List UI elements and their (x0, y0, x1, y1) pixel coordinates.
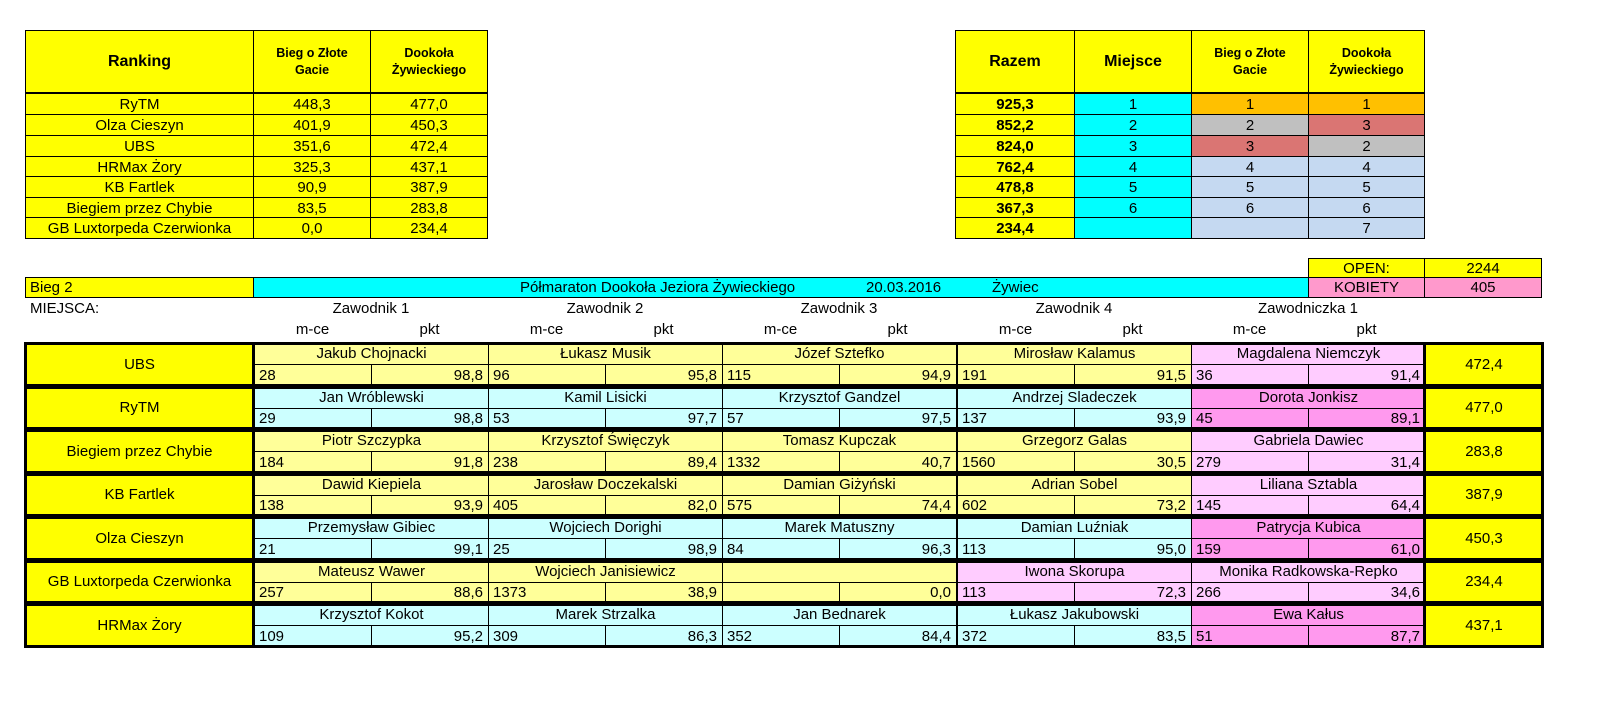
summary-total-cell: 925,3 (955, 93, 1075, 115)
ranking-race2-cell: 450,3 (370, 114, 488, 136)
athlete-points-cell: 38,9 (605, 582, 723, 603)
athlete-name-cell: Jan Wróblewski (254, 386, 489, 409)
athlete-points-cell: 95,8 (605, 364, 723, 386)
summary-total-cell: 478,8 (955, 176, 1075, 198)
summary-total-cell: 824,0 (955, 135, 1075, 157)
athlete-name-cell: Łukasz Jakubowski (957, 603, 1192, 626)
athlete-place-cell: 352 (722, 625, 840, 647)
athlete-points-cell: 89,4 (605, 451, 723, 473)
team-name-cell: UBS (25, 342, 254, 386)
summary-total-cell: 762,4 (955, 156, 1075, 178)
summary-total-cell: 367,3 (955, 197, 1075, 219)
athlete-place-cell: 36 (1191, 364, 1309, 386)
place-header-label: Miejsce (1104, 52, 1162, 70)
places-label: MIEJSCA: (30, 300, 100, 317)
summary-race1-header-label: Bieg o Złote Gacie (1214, 46, 1286, 77)
summary-race1-place-cell: 1 (1191, 93, 1309, 115)
place-column-header: m-ce (998, 321, 1033, 338)
team-total-cell: 472,4 (1425, 342, 1543, 386)
summary-race2-place-cell: 1 (1308, 93, 1425, 115)
athlete-name-cell: Adrian Sobel (957, 473, 1192, 496)
athlete-name-cell: Józef Sztefko (722, 342, 957, 365)
team-total-divider (1423, 342, 1426, 647)
athlete-name-cell: Magdalena Niemczyk (1191, 342, 1426, 365)
summary-place-cell: 2 (1074, 114, 1192, 136)
team-name-cell: GB Luxtorpeda Czerwionka (25, 560, 254, 603)
summary-race1-header (1191, 30, 1309, 93)
athlete-place-cell: 159 (1191, 538, 1309, 560)
athlete-points-cell: 86,3 (605, 625, 723, 647)
open-label (1308, 258, 1425, 278)
athlete-points-cell: 83,5 (1074, 625, 1192, 647)
ranking-race1-cell: 401,9 (253, 114, 371, 136)
athlete-place-cell: 137 (957, 408, 1075, 429)
ranking-team-cell: KB Fartlek (25, 176, 254, 198)
athlete-place-cell: 138 (254, 495, 372, 516)
summary-race2-place-cell: 4 (1308, 156, 1425, 178)
race-label (25, 277, 254, 298)
place-column-header: m-ce (295, 321, 330, 338)
ranking-race2-cell: 234,4 (370, 217, 488, 239)
athlete-column-header: Zawodnik 4 (1035, 300, 1113, 317)
athlete-points-cell: 91,5 (1074, 364, 1192, 386)
athlete-name-cell: Marek Matuszny (722, 516, 957, 539)
athlete-name-cell: Tomasz Kupczak (722, 429, 957, 452)
athlete-points-cell: 95,0 (1074, 538, 1192, 560)
ranking-team-cell: RyTM (25, 93, 254, 115)
athlete-points-cell: 94,9 (839, 364, 957, 386)
summary-race2-place-cell: 5 (1308, 176, 1425, 198)
points-column-header: pkt (887, 321, 908, 338)
athlete-name-cell: Krzysztof Kokot (254, 603, 489, 626)
summary-race1-place-cell: 3 (1191, 135, 1309, 157)
team-name-cell: Olza Cieszyn (25, 516, 254, 560)
athlete-place-cell: 113 (957, 582, 1075, 603)
race-date: 20.03.2016 (866, 279, 942, 296)
summary-race1-place-cell: 4 (1191, 156, 1309, 178)
ranking-team-cell: UBS (25, 135, 254, 157)
athlete-name-cell: Patrycja Kubica (1191, 516, 1426, 539)
athlete-place-cell: 1373 (488, 582, 606, 603)
athlete-points-cell: 82,0 (605, 495, 723, 516)
athlete-place-cell: 257 (254, 582, 372, 603)
ranking-race1-cell: 90,9 (253, 176, 371, 198)
athlete-points-cell: 72,3 (1074, 582, 1192, 603)
athlete-column-header: Zawodnik 1 (332, 300, 410, 317)
athlete-place-cell: 51 (1191, 625, 1309, 647)
race2-header-label: Dookoła Żywieckiego (391, 46, 467, 77)
athlete-place-cell: 191 (957, 364, 1075, 386)
athlete-column-header: Zawodniczka 1 (1257, 300, 1359, 317)
ranking-team-cell: GB Luxtorpeda Czerwionka (25, 217, 254, 239)
athlete-name-cell: Iwona Skorupa (957, 560, 1192, 583)
team-name-cell: Biegiem przez Chybie (25, 429, 254, 473)
athlete-place-cell: 21 (254, 538, 372, 560)
summary-race2-place-cell: 6 (1308, 197, 1425, 219)
athlete-points-cell: 99,1 (371, 538, 489, 560)
summary-race2-place-cell: 3 (1308, 114, 1425, 136)
ranking-header-label: Ranking (107, 52, 172, 70)
summary-total-cell: 852,2 (955, 114, 1075, 136)
athlete-points-cell: 30,5 (1074, 451, 1192, 473)
team-total-cell: 450,3 (1425, 516, 1543, 560)
athlete-place-cell: 145 (1191, 495, 1309, 516)
team-name-divider (252, 342, 255, 647)
points-column-header: pkt (653, 321, 674, 338)
athlete-place-cell: 29 (254, 408, 372, 429)
team-name-cell: RyTM (25, 386, 254, 429)
athlete-points-cell: 40,7 (839, 451, 957, 473)
athlete-name-cell: Kamil Lisicki (488, 386, 723, 409)
race1-header (253, 30, 371, 93)
athlete-name-cell: Grzegorz Galas (957, 429, 1192, 452)
athlete-place-cell: 96 (488, 364, 606, 386)
ranking-race1-cell: 351,6 (253, 135, 371, 157)
athlete-place-cell: 109 (254, 625, 372, 647)
summary-place-cell: 5 (1074, 176, 1192, 198)
athlete-name-cell: Krzysztof Gandzel (722, 386, 957, 409)
place-header (1074, 30, 1192, 93)
athlete-place-cell: 53 (488, 408, 606, 429)
summary-place-cell (1074, 217, 1192, 239)
athlete-place-cell: 279 (1191, 451, 1309, 473)
ranking-race2-cell: 472,4 (370, 135, 488, 157)
ranking-team-cell: Biegiem przez Chybie (25, 197, 254, 219)
athlete-name-cell: Mirosław Kalamus (957, 342, 1192, 365)
summary-total-cell: 234,4 (955, 217, 1075, 239)
athlete-name-cell: Andrzej Sladeczek (957, 386, 1192, 409)
race-title-bar (253, 277, 1309, 298)
athlete-place-cell: 184 (254, 451, 372, 473)
athlete-points-cell: 88,6 (371, 582, 489, 603)
athlete-place-cell (722, 582, 840, 603)
athlete-name-cell: Marek Strzalka (488, 603, 723, 626)
athlete-place-cell: 28 (254, 364, 372, 386)
ranking-race2-cell: 283,8 (370, 197, 488, 219)
summary-place-cell: 4 (1074, 156, 1192, 178)
athlete-column-header: Zawodnik 2 (566, 300, 644, 317)
summary-place-cell: 1 (1074, 93, 1192, 115)
athlete-points-cell: 96,3 (839, 538, 957, 560)
athlete-points-cell: 98,8 (371, 364, 489, 386)
summary-race1-place-cell (1191, 217, 1309, 239)
athlete-place-cell: 45 (1191, 408, 1309, 429)
athlete-place-cell: 309 (488, 625, 606, 647)
total-header (955, 30, 1075, 93)
athlete-place-cell: 238 (488, 451, 606, 473)
ranking-race1-cell: 325,3 (253, 156, 371, 178)
open-value-text: 2244 (1466, 259, 1500, 277)
athlete-name-cell: Mateusz Wawer (254, 560, 489, 583)
total-header-label: Razem (989, 52, 1041, 70)
athlete-name-cell: Krzysztof Święczyk (488, 429, 723, 452)
women-value (1424, 277, 1542, 298)
athlete-points-cell: 93,9 (1074, 408, 1192, 429)
summary-race1-place-cell: 2 (1191, 114, 1309, 136)
women-label-text: KOBIETY (1333, 279, 1400, 296)
open-value (1424, 258, 1542, 278)
athlete-name-cell: Monika Radkowska-Repko (1191, 560, 1426, 583)
athlete-place-cell: 405 (488, 495, 606, 516)
athlete-points-cell: 95,2 (371, 625, 489, 647)
athlete-points-cell: 73,2 (1074, 495, 1192, 516)
athlete-place-cell: 372 (957, 625, 1075, 647)
athlete-place-cell: 84 (722, 538, 840, 560)
athlete-points-cell: 74,4 (839, 495, 957, 516)
athlete-points-cell: 0,0 (839, 582, 957, 603)
ranking-race2-cell: 477,0 (370, 93, 488, 115)
team-name-cell: HRMax Żory (25, 603, 254, 647)
athlete-place-cell: 575 (722, 495, 840, 516)
ranking-team-cell: HRMax Żory (25, 156, 254, 178)
athlete-name-cell: Jakub Chojnacki (254, 342, 489, 365)
summary-race1-place-cell: 5 (1191, 176, 1309, 198)
athlete-name-cell: Jan Bednarek (722, 603, 957, 626)
athlete-points-cell: 64,4 (1308, 495, 1426, 516)
points-column-header: pkt (419, 321, 440, 338)
women-value-text: 405 (1470, 279, 1496, 296)
open-label-text: OPEN: (1343, 259, 1390, 277)
ranking-header (25, 30, 254, 93)
ranking-race1-cell: 83,5 (253, 197, 371, 219)
ranking-race1-cell: 448,3 (253, 93, 371, 115)
athlete-points-cell: 61,0 (1308, 538, 1426, 560)
athlete-name-cell: Ewa Kałus (1191, 603, 1426, 626)
summary-race1-place-cell: 6 (1191, 197, 1309, 219)
athlete-name-cell: Jarosław Doczekalski (488, 473, 723, 496)
race-label-text: Bieg 2 (30, 279, 73, 296)
athlete-points-cell: 91,4 (1308, 364, 1426, 386)
athlete-points-cell: 87,7 (1308, 625, 1426, 647)
ranking-race2-cell: 437,1 (370, 156, 488, 178)
athlete-column-header: Zawodnik 3 (800, 300, 878, 317)
athlete-name-cell: Piotr Szczypka (254, 429, 489, 452)
race-name: Półmaraton Dookoła Jeziora Żywieckiego (520, 279, 796, 296)
athlete-name-cell: Liliana Sztabla (1191, 473, 1426, 496)
athlete-points-cell: 91,8 (371, 451, 489, 473)
athlete-name-cell: Wojciech Dorighi (488, 516, 723, 539)
athlete-name-cell: Dorota Jonkisz (1191, 386, 1426, 409)
athlete-name-cell: Gabriela Dawiec (1191, 429, 1426, 452)
athlete-place-cell: 266 (1191, 582, 1309, 603)
athlete-name-cell: Dawid Kiepiela (254, 473, 489, 496)
summary-race2-place-cell: 2 (1308, 135, 1425, 157)
athlete-points-cell: 93,9 (371, 495, 489, 516)
place-column-header: m-ce (763, 321, 798, 338)
athlete-points-cell: 34,6 (1308, 582, 1426, 603)
athlete-place-cell: 57 (722, 408, 840, 429)
race1-header-label: Bieg o Złote Gacie (276, 46, 348, 77)
athlete-place-cell: 1560 (957, 451, 1075, 473)
athlete-points-cell: 84,4 (839, 625, 957, 647)
athlete-place-cell: 113 (957, 538, 1075, 560)
summary-place-cell: 6 (1074, 197, 1192, 219)
athlete-points-cell: 31,4 (1308, 451, 1426, 473)
summary-race2-header-label: Dookoła Żywieckiego (1329, 46, 1404, 77)
athlete-place-cell: 602 (957, 495, 1075, 516)
athlete-name-cell: Przemysław Gibiec (254, 516, 489, 539)
athlete-place-cell: 1332 (722, 451, 840, 473)
summary-place-cell: 3 (1074, 135, 1192, 157)
team-total-cell: 234,4 (1425, 560, 1543, 603)
place-column-header: m-ce (529, 321, 564, 338)
points-column-header: pkt (1356, 321, 1377, 338)
ranking-race2-cell: 387,9 (370, 176, 488, 198)
athlete-place-cell: 115 (722, 364, 840, 386)
team-total-cell: 283,8 (1425, 429, 1543, 473)
athlete-name-cell (722, 560, 957, 583)
ranking-race1-cell: 0,0 (253, 217, 371, 239)
race2-header (370, 30, 488, 93)
athlete-points-cell: 98,9 (605, 538, 723, 560)
team-total-cell: 387,9 (1425, 473, 1543, 516)
women-label (1308, 277, 1425, 298)
athlete-place-cell: 25 (488, 538, 606, 560)
athlete-name-cell: Damian Luźniak (957, 516, 1192, 539)
athlete-points-cell: 97,7 (605, 408, 723, 429)
team-total-cell: 437,1 (1425, 603, 1543, 647)
race-city: Żywiec (992, 279, 1039, 296)
points-column-header: pkt (1122, 321, 1143, 338)
athlete-points-cell: 98,8 (371, 408, 489, 429)
summary-race2-place-cell: 7 (1308, 217, 1425, 239)
athlete-name-cell: Łukasz Musik (488, 342, 723, 365)
athlete-name-cell: Wojciech Janisiewicz (488, 560, 723, 583)
athlete-name-cell: Damian Giżyński (722, 473, 957, 496)
athlete-points-cell: 89,1 (1308, 408, 1426, 429)
place-column-header: m-ce (1232, 321, 1267, 338)
team-total-cell: 477,0 (1425, 386, 1543, 429)
summary-race2-header (1308, 30, 1425, 93)
ranking-team-cell: Olza Cieszyn (25, 114, 254, 136)
athlete-points-cell: 97,5 (839, 408, 957, 429)
team-name-cell: KB Fartlek (25, 473, 254, 516)
